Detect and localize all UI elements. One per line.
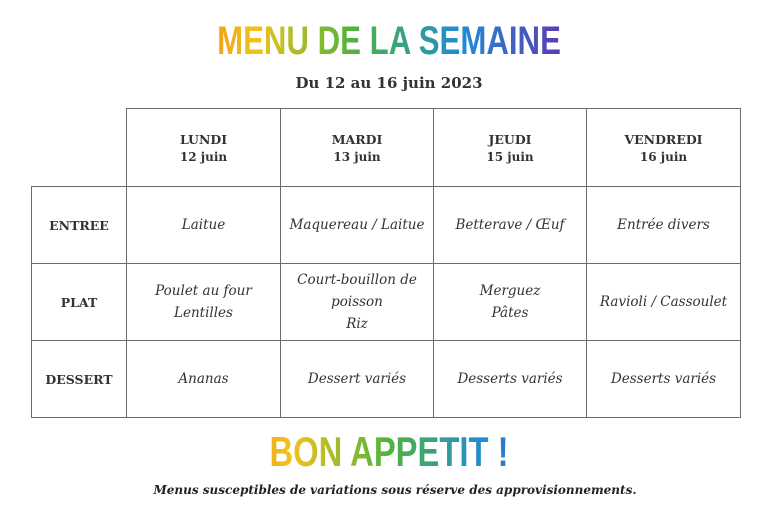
day-header-vendredi [587,109,741,187]
menu-cell [587,187,741,264]
menu-cell [127,264,281,341]
menu-cell [434,187,587,264]
menu-cell [127,187,281,264]
dish: Poulet au four [155,283,252,299]
dish: Pâtes [491,305,529,321]
day-date: 13 juin [333,149,381,164]
day-name: MARDI [331,131,383,147]
day-name: LUNDI [179,131,228,147]
dish: Dessert variés [307,371,407,387]
row-label-dessert: DESSERT [32,341,127,418]
row-entree [32,187,741,264]
menu-cell [281,341,434,418]
day-header-lundi [127,109,281,187]
dish: Desserts variés [610,371,717,387]
dish: Court-bouillon de [297,272,417,288]
dish: Lentilles [174,305,233,321]
dish: Merguez [479,283,541,299]
day-header-mardi [281,109,434,187]
row-label-plat: PLAT [32,264,127,341]
menu-title: MENU DE LA SEMAINE [86,18,693,64]
day-name: VENDREDI [624,131,703,147]
dish: poisson [331,294,383,310]
menu-cell [587,264,741,341]
dish: Laitue [181,217,226,233]
day-header-jeudi [434,109,587,187]
row-dessert [32,341,741,418]
dish: Desserts variés [457,371,563,387]
day-name: JEUDI [488,131,532,147]
menu-cell [281,187,434,264]
menu-cell [434,341,587,418]
row-label-entree: ENTREE [32,187,127,264]
day-date: 15 juin [486,149,534,164]
dish: Maquereau / Laitue [289,217,425,233]
days-header-row [32,109,741,187]
dish: Riz [346,316,368,332]
week-range: Du 12 au 16 juin 2023 [295,74,483,92]
day-date: 16 juin [639,149,688,164]
menu-cell [587,341,741,418]
menu-cell [127,341,281,418]
supply-disclaimer: Menus susceptibles de variations sous réserve des approvisionnements. [153,483,637,497]
menu-table [31,108,741,418]
day-date: 12 juin [179,149,228,164]
menu-cell [281,264,434,341]
menu-cell [434,264,587,341]
dish: Ravioli / Cassoulet [599,294,728,310]
dish: Ananas [178,371,229,387]
corner-cell [32,109,127,187]
row-plat [32,264,741,341]
bon-appetit-title: BON APPETIT ! [86,428,693,476]
dish: Entrée divers [617,217,710,233]
dish: Betterave / Œuf [455,217,565,233]
